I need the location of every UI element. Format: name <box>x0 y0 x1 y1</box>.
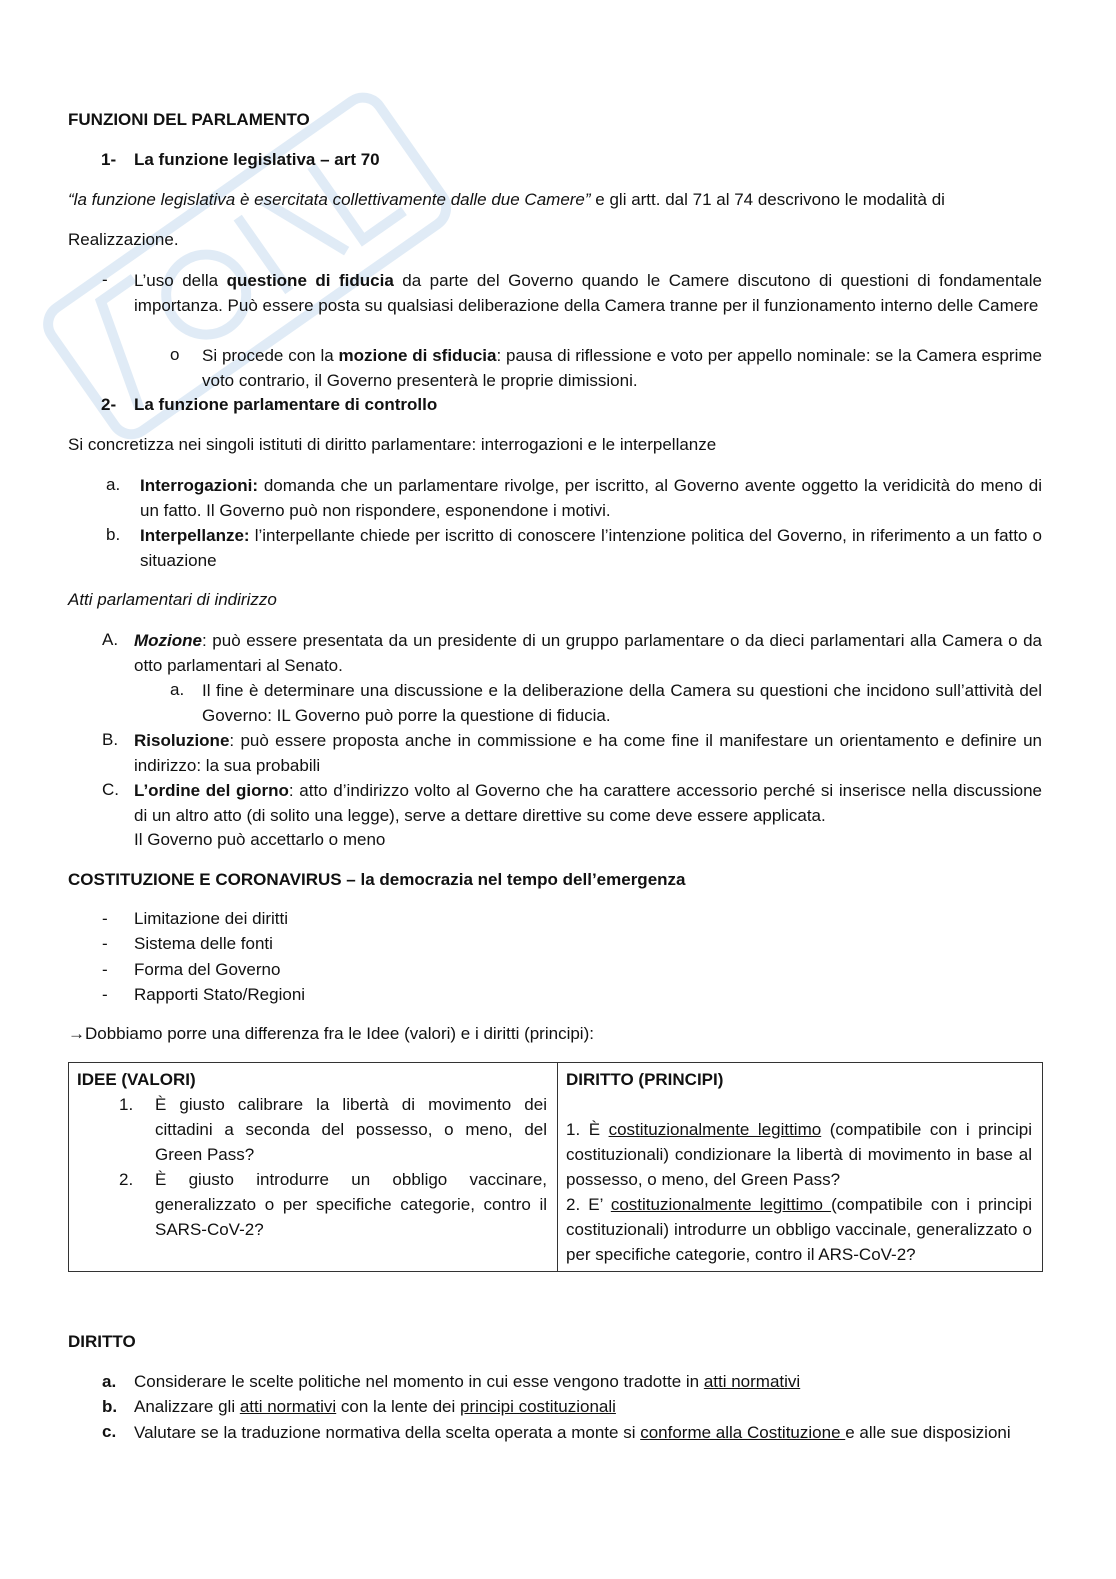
bullet-questione-fiducia: L’uso della questione di fiducia da parte del Governo quando le Camere discutono di questioni di fondamentale importanza. Può essere posta su qualsiasi deliberazione della Camera tranne per il funzionamento interno delle Camere <box>134 271 1042 315</box>
section-title-funzioni: FUNZIONI DEL PARLAMENTO <box>68 110 310 129</box>
item-ordine-giorno: L’ordine del giorno: atto d’indirizzo volto al Governo che ha carattere accessorio perché si inserisce nella discussione di un altro atto (di solito una legge), serve a dettare direttive su come deve essere applicata. <box>134 781 1042 825</box>
sub-bullet-mozione-sfiducia: Si procede con la mozione di sfiducia: pausa di riflessione e voto per appello nominale: se la Camera esprime voto contrario, il Governo presenterà le proprie dimissioni. <box>202 346 1042 390</box>
table-header-diritto: DIRITTO (PRINCIPI) <box>566 1070 724 1089</box>
diritto-item-b: Analizzare gli atti normativi con la lente dei principi costituzionali <box>134 1397 616 1416</box>
intro-controllo: Si concretizza nei singoli istituti di diritto parlamentare: interrogazioni e le interpellanze <box>68 435 717 454</box>
item-interrogazioni: Interrogazioni: domanda che un parlamentare rivolge, per iscritto, al Governo avente oggetto la veridicità do meno di un fatto. Il Governo può non rispondere, esponendone i motivi. <box>140 476 1042 520</box>
table-cell-diritto <box>558 1063 1043 1272</box>
heading-2-number: 2- <box>101 395 117 414</box>
ordine-giorno-extra: Il Governo può accettarlo o meno <box>134 830 386 849</box>
quote-paragraph <box>68 188 945 212</box>
list-marker: - <box>102 985 108 1004</box>
list-item: Sistema delle fonti <box>134 934 273 953</box>
section-title-covid: COSTITUZIONE E CORONAVIRUS – la democrazia nel tempo dell’emergenza <box>68 870 686 889</box>
list-item: Forma del Governo <box>134 960 281 979</box>
atti-title: Atti parlamentari di indirizzo <box>68 590 277 609</box>
list-marker: - <box>102 934 108 953</box>
list-marker-b: b. <box>106 525 121 544</box>
item-risoluzione: Risoluzione: può essere proposta anche in commissione e ha come fine il manifestare un orientamento e definire un indirizzo: la sua probabili <box>134 731 1042 775</box>
item-mozione: Mozione: può essere presentata da un presidente di un gruppo parlamentare o da dieci parlamentari alla Camera o da otto parlamentari al Senato. <box>134 631 1042 675</box>
table-item: 2. E’ costituzionalmente legittimo (compatibile con i principi costituzionali) introdurre un obbligo vaccinale, generalizzato o per specifiche categorie, contro il ARS-CoV-2? <box>566 1195 1033 1264</box>
list-item: Limitazione dei diritti <box>134 909 289 928</box>
list-marker-a: a. <box>106 475 121 494</box>
quote-rest: e gli artt. dal 71 al 74 descrivono le modalità di <box>590 190 945 209</box>
list-marker-c: c. <box>102 1422 117 1441</box>
list-marker: - <box>102 909 108 928</box>
list-marker-C: C. <box>102 780 119 799</box>
list-marker-a: a. <box>102 1372 117 1391</box>
arrow-icon: → <box>68 1024 85 1043</box>
table-item: 1. È giusto calibrare la libertà di movimento dei cittadini a seconda del possesso, o meno, del Green Pass? <box>119 1095 547 1164</box>
list-item: Rapporti Stato/Regioni <box>134 985 306 1004</box>
table-header-idee: IDEE (VALORI) <box>77 1070 196 1089</box>
table-item: 2. È giusto introdurre un obbligo vaccinare, generalizzato o per specifiche categorie, contro il SARS-CoV-2? <box>119 1170 547 1239</box>
note-text: Dobbiamo porre una differenza fra le Idee (valori) e i diritti (principi): <box>85 1024 594 1043</box>
list-marker-B: B. <box>102 730 119 749</box>
list-marker-A: A. <box>102 630 119 649</box>
bullet-marker: - <box>102 270 108 289</box>
realizzazione-text: Realizzazione. <box>68 230 179 249</box>
table-cell-idee <box>69 1063 558 1272</box>
list-marker-b: b. <box>102 1397 118 1416</box>
heading-1-number: 1- <box>101 150 117 169</box>
heading-2-text: La funzione parlamentare di controllo <box>134 395 438 414</box>
item-mozione-fine: Il fine è determinare una discussione e la deliberazione della Camera su questioni che incidono sull’attività del Governo: IL Governo può porre la questione di fiducia. <box>202 681 1042 725</box>
diritto-item-c: Valutare se la traduzione normativa della scelta operata a monte si conforme alla Costituzione e alle sue disposizioni <box>134 1423 1011 1442</box>
section-title-diritto: DIRITTO <box>68 1332 136 1351</box>
quote-text: “la funzione legislativa è esercitata collettivamente dalle due Camere” <box>68 190 591 209</box>
list-marker-a-sub: a. <box>170 680 185 699</box>
table-item: 1. È costituzionalmente legittimo (compatibile con i principi costituzionali) condizionare la libertà di movimento in base al possesso, o meno, del Green Pass? <box>566 1120 1032 1189</box>
comparison-table <box>68 1062 1043 1272</box>
heading-1-text: La funzione legislativa – art 70 <box>134 150 380 169</box>
arrow-note <box>68 1022 594 1046</box>
list-marker: - <box>102 960 108 979</box>
sub-bullet-marker: o <box>170 345 180 364</box>
item-interpellanze: Interpellanze: l’interpellante chiede per iscritto di conoscere l’intenzione politica del Governo, in riferimento a un fatto o situazione <box>140 526 1042 570</box>
diritto-item-a: Considerare le scelte politiche nel momento in cui esse vengono tradotte in atti normativi <box>134 1372 801 1391</box>
